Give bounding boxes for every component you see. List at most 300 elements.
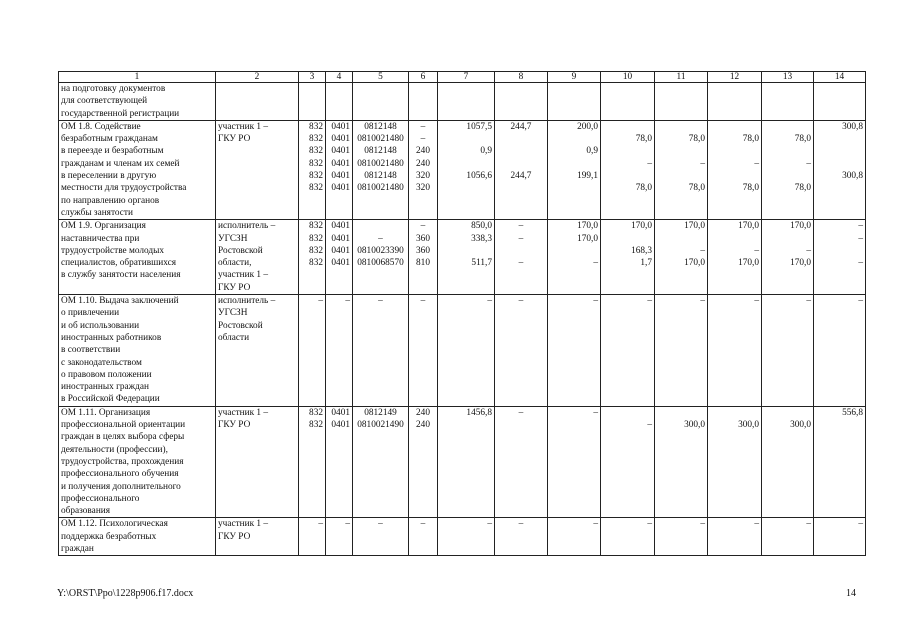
value-cell	[438, 220, 495, 295]
participant-cell	[216, 83, 299, 121]
cell-line: –	[647, 420, 652, 431]
cell-line: 170,0	[631, 221, 652, 232]
cell-line: –	[318, 296, 323, 307]
value-cell	[299, 220, 326, 295]
cell-line: 0401	[331, 221, 350, 232]
cell-line: 0,9	[586, 146, 598, 157]
cell-line: 0401	[331, 121, 350, 132]
value-cell	[655, 295, 708, 407]
cell-line: –	[858, 221, 863, 232]
cell-line: 0810023390	[357, 245, 404, 256]
cell-line: –	[858, 233, 863, 244]
value-cell	[762, 518, 814, 556]
column-number: 3	[299, 72, 326, 83]
cell-line: 0810068570	[357, 258, 404, 269]
value-cell	[326, 220, 353, 295]
value-cell	[353, 120, 409, 219]
cell-line: 0812149	[364, 407, 397, 418]
cell-line: 320	[416, 171, 430, 182]
cell-line: –	[593, 258, 598, 269]
cell-line: 1,7	[640, 258, 652, 269]
cell-line: 832	[309, 233, 323, 244]
cell-line: –	[518, 407, 524, 418]
cell-line: –	[518, 233, 524, 244]
cell-line: в соответствии	[61, 345, 121, 356]
cell-line: –	[378, 519, 383, 530]
page-number: 14	[846, 588, 856, 599]
cell-line: 0401	[331, 420, 350, 431]
cell-line: –	[518, 296, 524, 307]
column-number-row	[59, 72, 866, 83]
cell-line: государственной регистрации	[61, 108, 180, 119]
cell-line: –	[647, 296, 652, 307]
cell-line: 300,0	[790, 420, 811, 431]
cell-line	[603, 121, 652, 133]
value-cell	[601, 406, 655, 518]
cell-line: гражданам и членам их семей	[61, 158, 180, 169]
cell-line: по направлению органов	[61, 195, 160, 206]
value-cell	[495, 406, 548, 518]
cell-line: УГСЗН	[218, 233, 248, 244]
value-cell	[326, 518, 353, 556]
value-cell	[326, 406, 353, 518]
cell-line: наставничества при	[61, 233, 140, 244]
cell-line: в Российской Федерации	[61, 394, 160, 405]
cell-line: –	[345, 296, 350, 307]
value-cell	[655, 518, 708, 556]
column-number: 12	[708, 72, 762, 83]
cell-line: 0812148	[364, 171, 397, 182]
cell-line: ОМ 1.11. Организация	[61, 407, 151, 418]
activity-cell	[59, 220, 216, 295]
cell-line: участник 1 –	[218, 270, 269, 281]
cell-line: –	[378, 233, 383, 244]
activity-cell	[59, 406, 216, 518]
cell-line: –	[754, 519, 759, 530]
cell-line: –	[518, 519, 524, 530]
cell-line	[710, 145, 759, 157]
cell-line: –	[806, 296, 811, 307]
cell-line: профессионального обучения	[61, 469, 179, 480]
cell-line: 832	[309, 121, 323, 132]
cell-line: местности для трудоустройства	[61, 183, 187, 194]
column-number: 7	[438, 72, 495, 83]
value-cell	[708, 120, 762, 219]
cell-line: –	[318, 519, 323, 530]
cell-line: участник 1 –	[218, 519, 269, 530]
cell-line: 78,0	[635, 183, 652, 194]
cell-line: 360	[416, 245, 430, 256]
value-cell	[601, 220, 655, 295]
value-cell	[708, 295, 762, 407]
cell-line: 170,0	[577, 233, 598, 244]
cell-line: 240	[416, 420, 430, 431]
cell-line: 0401	[331, 258, 350, 269]
value-cell	[762, 406, 814, 518]
cell-line: 170,0	[577, 221, 598, 232]
value-cell	[655, 120, 708, 219]
budget-table	[58, 71, 866, 556]
value-cell	[814, 518, 866, 556]
cell-line	[603, 145, 652, 157]
cell-line: –	[858, 258, 863, 269]
value-cell	[326, 83, 353, 121]
cell-line: 832	[309, 420, 323, 431]
cell-line: 244,7	[510, 171, 532, 182]
cell-line: о привлечении	[61, 308, 120, 319]
cell-line: –	[700, 158, 705, 169]
cell-line: 0401	[331, 158, 350, 169]
cell-line: 832	[309, 258, 323, 269]
column-number: 9	[548, 72, 601, 83]
cell-line: –	[487, 519, 492, 530]
cell-line: 240	[416, 407, 430, 418]
value-cell	[353, 83, 409, 121]
participant-cell	[216, 120, 299, 219]
cell-line: –	[858, 519, 863, 530]
cell-line: поддержка безработных	[61, 531, 157, 542]
activity-cell	[59, 120, 216, 219]
cell-line: 300,8	[842, 171, 863, 182]
cell-line	[764, 170, 811, 182]
cell-line	[603, 233, 652, 245]
column-number: 4	[326, 72, 353, 83]
cell-line: граждан	[61, 543, 94, 554]
cell-line: –	[806, 245, 811, 256]
value-cell	[601, 83, 655, 121]
cell-line	[355, 220, 406, 232]
cell-line: области,	[218, 258, 252, 269]
cell-line	[550, 245, 598, 257]
value-cell	[409, 120, 438, 219]
cell-line	[816, 145, 863, 157]
table-row	[59, 220, 866, 295]
cell-line: иностранных граждан	[61, 382, 149, 393]
cell-line: граждан в целях выбора сферы	[61, 432, 185, 443]
cell-line	[657, 170, 705, 182]
column-number: 1	[59, 72, 216, 83]
cell-line	[440, 245, 492, 257]
cell-line: ГКУ РО	[218, 420, 251, 431]
cell-line: 850,0	[471, 221, 492, 232]
cell-line	[816, 133, 863, 145]
cell-line: ГКУ РО	[218, 531, 251, 542]
cell-line: 832	[309, 171, 323, 182]
cell-line: –	[754, 296, 759, 307]
value-cell	[762, 83, 814, 121]
value-cell	[708, 518, 762, 556]
value-cell	[299, 406, 326, 518]
value-cell	[495, 220, 548, 295]
cell-line	[710, 233, 759, 245]
participant-cell	[216, 518, 299, 556]
cell-line: в переселении в другую	[61, 171, 157, 182]
value-cell	[601, 518, 655, 556]
cell-line	[440, 133, 492, 145]
cell-line: 170,0	[738, 221, 759, 232]
value-cell	[353, 406, 409, 518]
cell-line: 300,8	[842, 121, 863, 132]
cell-line: ГКУ РО	[218, 134, 251, 145]
cell-line: –	[700, 519, 705, 530]
value-cell	[495, 120, 548, 219]
cell-line: 170,0	[684, 221, 705, 232]
cell-line: участник 1 –	[218, 407, 269, 418]
cell-line: 0401	[331, 134, 350, 145]
cell-line: –	[420, 519, 426, 530]
value-cell	[601, 120, 655, 219]
cell-line: –	[754, 245, 759, 256]
cell-line: Ростовской	[218, 320, 263, 331]
table-row	[59, 120, 866, 219]
cell-line	[440, 158, 492, 170]
value-cell	[409, 220, 438, 295]
cell-line: участник 1 –	[218, 121, 269, 132]
column-number: 5	[353, 72, 409, 83]
cell-line: 1456,8	[466, 407, 492, 418]
value-cell	[655, 406, 708, 518]
cell-line	[764, 233, 811, 245]
cell-line	[497, 133, 545, 145]
cell-line: исполнитель –	[218, 296, 276, 307]
cell-line: специалистов, обратившихся	[61, 258, 177, 269]
cell-line: 240	[416, 158, 430, 169]
cell-line: и об использовании	[61, 320, 140, 331]
value-cell	[762, 120, 814, 219]
participant-cell	[216, 406, 299, 518]
cell-line	[710, 121, 759, 133]
cell-line	[764, 121, 811, 133]
value-cell	[409, 295, 438, 407]
column-number: 10	[601, 72, 655, 83]
cell-line: с законодательством	[61, 357, 142, 368]
value-cell	[548, 120, 601, 219]
cell-line: трудоустройства, прохождения	[61, 456, 184, 467]
value-cell	[438, 83, 495, 121]
cell-line	[710, 407, 759, 419]
cell-line: ОМ 1.9. Организация	[61, 221, 146, 232]
cell-line: 832	[309, 407, 323, 418]
value-cell	[409, 83, 438, 121]
cell-line: –	[647, 519, 652, 530]
cell-line: 0812148	[364, 121, 397, 132]
cell-line	[657, 145, 705, 157]
cell-line: 170,0	[790, 258, 811, 269]
value-cell	[438, 295, 495, 407]
cell-line: 556,8	[842, 407, 863, 418]
cell-line: образования	[61, 506, 111, 517]
cell-line: –	[700, 245, 705, 256]
cell-line: 832	[309, 158, 323, 169]
participant-cell	[216, 295, 299, 407]
cell-line: –	[647, 158, 652, 169]
cell-line: 338,3	[471, 233, 492, 244]
cell-line: 170,0	[738, 258, 759, 269]
column-number: 11	[655, 72, 708, 83]
cell-line: службы занятости	[61, 207, 133, 218]
cell-line: 832	[309, 134, 323, 145]
cell-line: 0401	[331, 183, 350, 194]
value-cell	[353, 220, 409, 295]
cell-line: 199,1	[577, 171, 598, 182]
cell-line	[497, 145, 545, 157]
cell-line: 170,0	[790, 221, 811, 232]
cell-line: 0401	[331, 407, 350, 418]
table-body	[59, 72, 866, 556]
cell-line: –	[593, 407, 598, 418]
value-cell	[762, 220, 814, 295]
cell-line	[816, 158, 863, 170]
cell-line	[816, 245, 863, 257]
cell-line: в службу занятости населения	[61, 270, 181, 281]
column-number: 6	[409, 72, 438, 83]
value-cell	[814, 83, 866, 121]
cell-line: 240	[416, 146, 430, 157]
cell-line	[497, 158, 545, 170]
value-cell	[409, 518, 438, 556]
cell-line: 0401	[331, 245, 350, 256]
cell-line: 0810021480	[357, 158, 404, 169]
cell-line: деятельности (профессии),	[61, 444, 168, 455]
value-cell	[353, 518, 409, 556]
cell-line: ОМ 1.12. Психологическая	[61, 519, 168, 530]
cell-line: 320	[416, 183, 430, 194]
value-cell	[708, 83, 762, 121]
cell-line: 78,0	[635, 134, 652, 145]
cell-line: Ростовской	[218, 245, 263, 256]
cell-line: 78,0	[742, 134, 759, 145]
value-cell	[655, 83, 708, 121]
cell-line: 810	[416, 258, 430, 269]
cell-line: –	[700, 296, 705, 307]
value-cell	[814, 220, 866, 295]
value-cell	[326, 120, 353, 219]
value-cell	[708, 220, 762, 295]
value-cell	[353, 295, 409, 407]
cell-line: профессиональной ориентации	[61, 420, 186, 431]
activity-cell	[59, 83, 216, 121]
value-cell	[601, 295, 655, 407]
cell-line	[550, 133, 598, 145]
value-cell	[438, 120, 495, 219]
cell-line: иностранных работников	[61, 332, 162, 343]
cell-line	[603, 170, 652, 182]
cell-line: 0401	[331, 233, 350, 244]
cell-line: ГКУ РО	[218, 282, 251, 293]
cell-line: трудоустройстве молодых	[61, 245, 165, 256]
cell-line: 78,0	[794, 134, 811, 145]
column-number: 2	[216, 72, 299, 83]
cell-line: области	[218, 332, 250, 343]
cell-line: –	[345, 519, 350, 530]
cell-line: –	[593, 296, 598, 307]
value-cell	[655, 220, 708, 295]
table-row	[59, 295, 866, 407]
cell-line: –	[518, 221, 524, 232]
column-number: 14	[814, 72, 866, 83]
cell-line: 78,0	[688, 134, 705, 145]
cell-line: –	[378, 296, 383, 307]
cell-line: –	[754, 158, 759, 169]
cell-line: УГСЗН	[218, 308, 248, 319]
cell-line: –	[487, 296, 492, 307]
value-cell	[299, 518, 326, 556]
cell-line: в переезде и безработным	[61, 146, 164, 157]
cell-line: 0812148	[364, 146, 397, 157]
cell-line: –	[806, 519, 811, 530]
value-cell	[548, 220, 601, 295]
value-cell	[438, 406, 495, 518]
cell-line: профессионального	[61, 493, 140, 504]
cell-line	[657, 121, 705, 133]
cell-line: –	[858, 296, 863, 307]
cell-line: и получения дополнительного	[61, 481, 181, 492]
cell-line	[764, 145, 811, 157]
cell-line: 244,7	[510, 121, 532, 132]
cell-line: исполнитель –	[218, 221, 276, 232]
cell-line	[603, 407, 652, 419]
cell-line	[764, 407, 811, 419]
value-cell	[548, 295, 601, 407]
cell-line: 78,0	[742, 183, 759, 194]
table-row	[59, 406, 866, 518]
cell-line	[550, 158, 598, 170]
cell-line	[657, 407, 705, 419]
cell-line: 78,0	[794, 183, 811, 194]
value-cell	[814, 295, 866, 407]
cell-line: на подготовку документов	[61, 84, 166, 94]
participant-cell	[216, 220, 299, 295]
value-cell	[495, 295, 548, 407]
cell-line	[710, 170, 759, 182]
value-cell	[495, 83, 548, 121]
value-cell	[548, 83, 601, 121]
cell-line: 300,0	[738, 420, 759, 431]
cell-line: 200,0	[577, 121, 598, 132]
cell-line: 832	[309, 146, 323, 157]
cell-line: 1056,6	[466, 171, 492, 182]
value-cell	[814, 120, 866, 219]
cell-line: 360	[416, 233, 430, 244]
value-cell	[548, 406, 601, 518]
cell-line: –	[420, 221, 426, 232]
value-cell	[299, 120, 326, 219]
cell-line: –	[593, 519, 598, 530]
cell-line: ОМ 1.8. Содействие	[61, 121, 141, 132]
value-cell	[708, 406, 762, 518]
cell-line	[497, 245, 545, 257]
cell-line: 832	[309, 183, 323, 194]
cell-line: 300,0	[684, 420, 705, 431]
cell-line: –	[420, 296, 426, 307]
column-number: 8	[495, 72, 548, 83]
cell-line: 832	[309, 221, 323, 232]
cell-line	[657, 233, 705, 245]
table-row	[59, 518, 866, 556]
cell-line: –	[420, 121, 426, 132]
activity-cell	[59, 295, 216, 407]
cell-line: 0810021480	[357, 134, 404, 145]
cell-line: 1057,5	[466, 121, 492, 132]
document-path: Y:\ORST\Ppo\1228p906.f17.docx	[57, 588, 194, 599]
cell-line: для соответствующей	[61, 96, 148, 107]
cell-line: о правовом положении	[61, 369, 152, 380]
cell-line: безработным гражданам	[61, 134, 158, 145]
activity-cell	[59, 518, 216, 556]
value-cell	[814, 406, 866, 518]
value-cell	[299, 295, 326, 407]
cell-line: –	[420, 134, 426, 145]
